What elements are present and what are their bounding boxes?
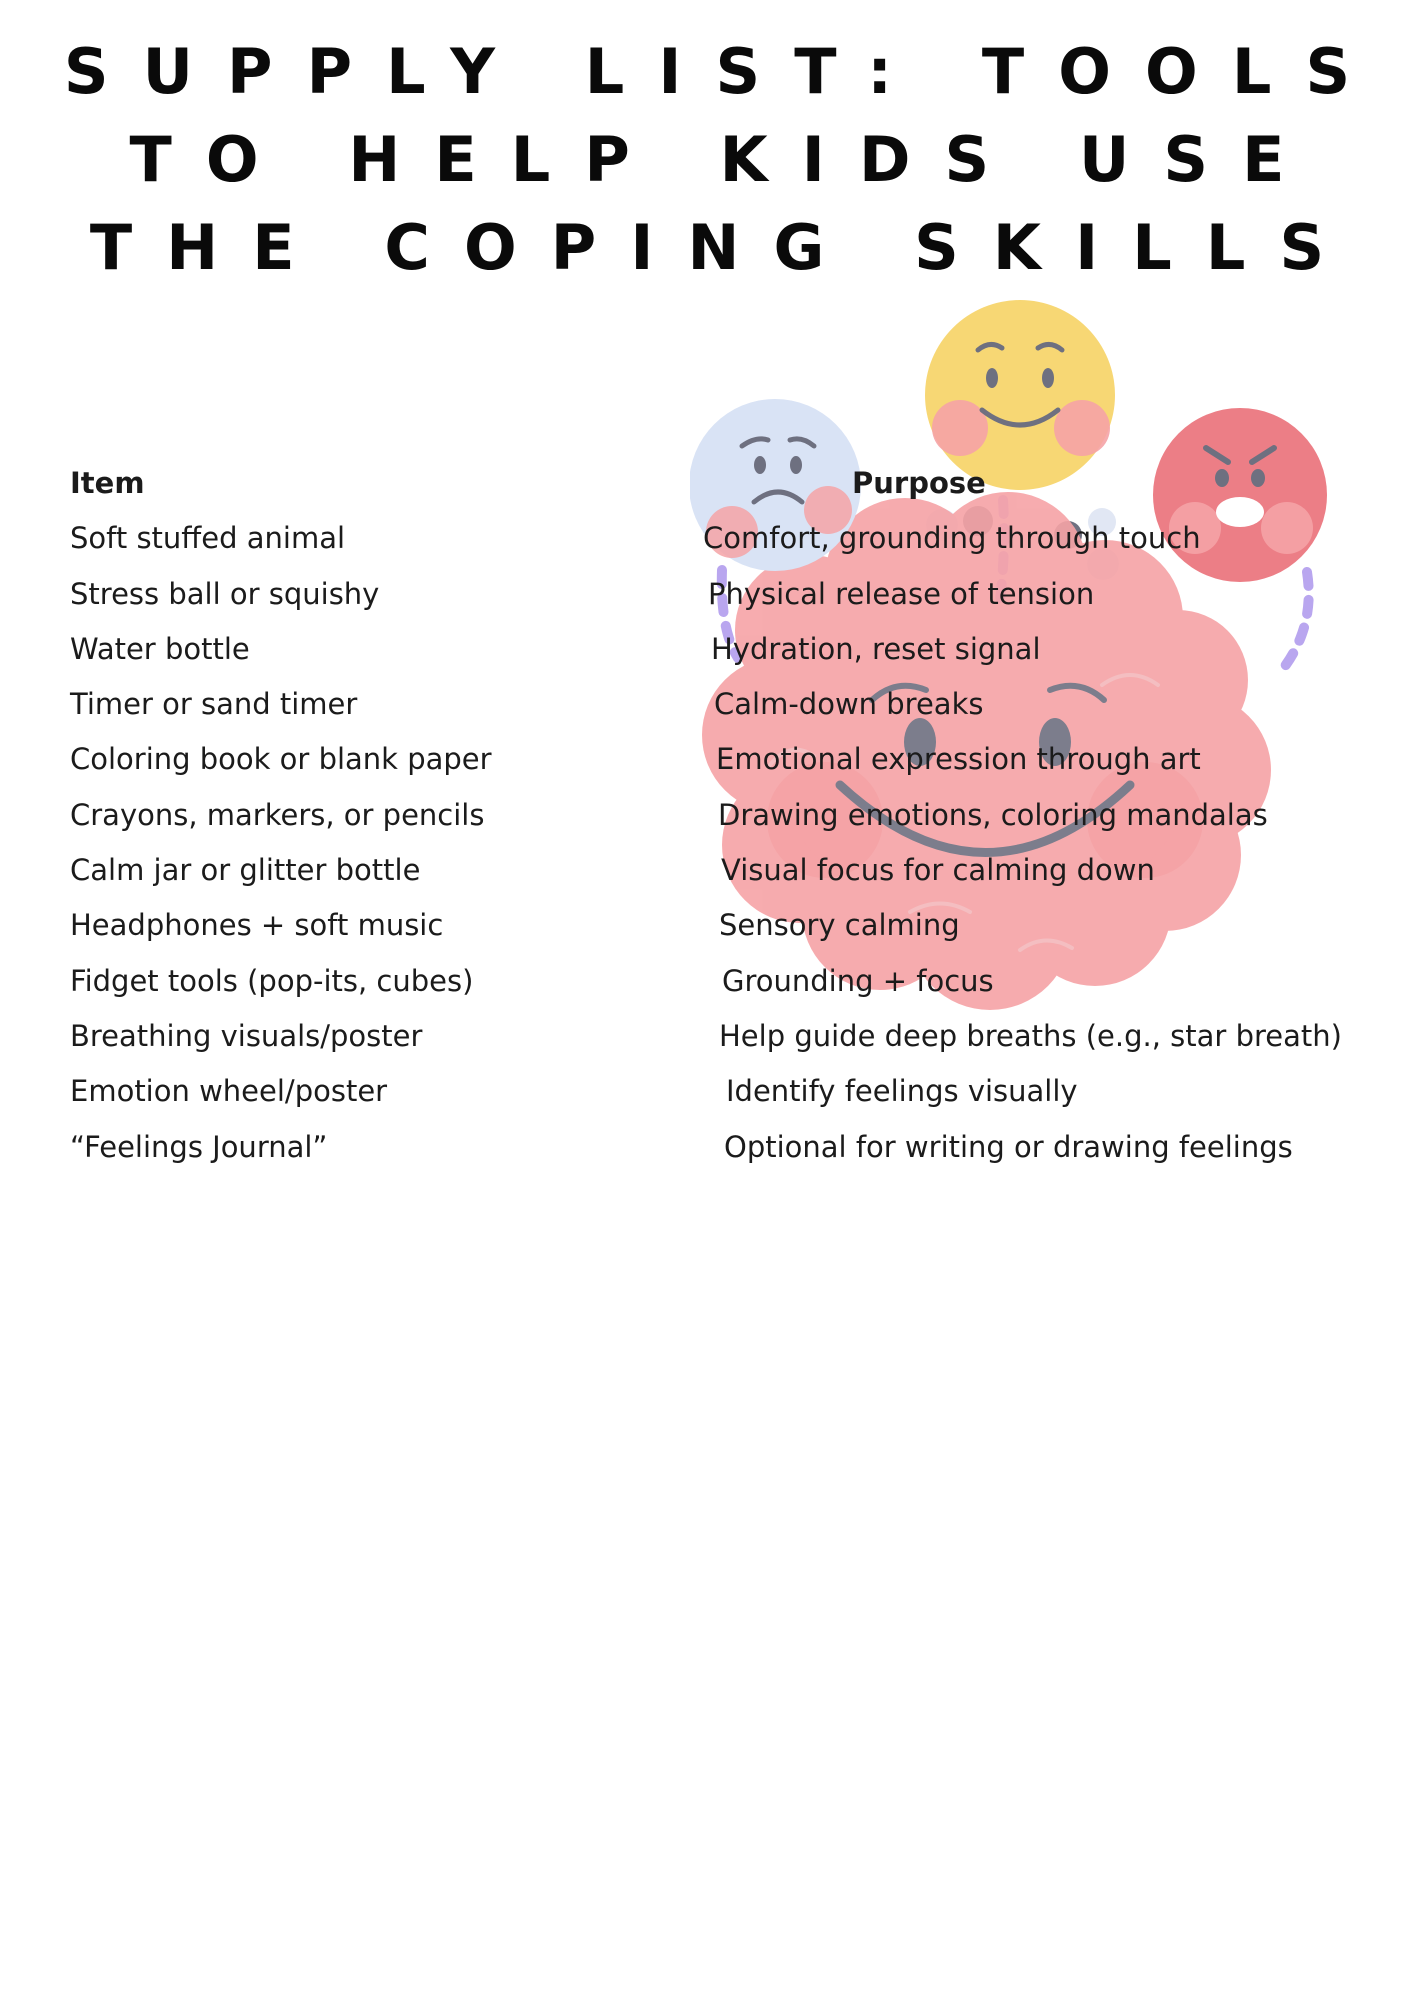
item-cell: Timer or sand timer xyxy=(70,687,358,722)
supply-table xyxy=(70,456,1390,1175)
item-cell: Soft stuffed animal xyxy=(70,521,346,556)
item-cell: Emotion wheel/poster xyxy=(70,1074,388,1109)
table-row xyxy=(70,732,1390,787)
table-row xyxy=(70,567,1390,622)
table-row xyxy=(70,1064,1390,1119)
item-cell: Crayons, markers, or pencils xyxy=(70,797,485,832)
item-cell: Headphones + soft music xyxy=(70,908,444,943)
item-cell: Coloring book or blank paper xyxy=(70,742,492,777)
purpose-cell: Calm-down breaks xyxy=(714,687,984,722)
table-row xyxy=(70,954,1390,1009)
item-column-header: Item xyxy=(70,466,145,500)
page-title xyxy=(0,28,1414,292)
item-cell: Fidget tools (pop-its, cubes) xyxy=(70,963,474,998)
table-row xyxy=(70,843,1390,898)
purpose-cell: Sensory calming xyxy=(719,908,960,943)
purpose-cell: Physical release of tension xyxy=(708,576,1095,611)
title-line-2: TO HELP KIDS USE xyxy=(129,123,1319,196)
purpose-cell: Visual focus for calming down xyxy=(721,853,1155,888)
purpose-cell: Drawing emotions, coloring mandalas xyxy=(718,797,1268,832)
purpose-column-header: Purpose xyxy=(852,466,986,500)
item-cell: Stress ball or squishy xyxy=(70,576,380,611)
item-cell: Calm jar or glitter bottle xyxy=(70,853,421,888)
table-row xyxy=(70,788,1390,843)
table-row xyxy=(70,1120,1390,1175)
table-row xyxy=(70,622,1390,677)
purpose-cell: Grounding + focus xyxy=(722,963,994,998)
item-cell: “Feelings Journal” xyxy=(70,1129,328,1164)
table-row xyxy=(70,1009,1390,1064)
title-line-1: SUPPLY LIST: TOOLS xyxy=(63,35,1385,108)
table-header-row xyxy=(70,456,1390,511)
table-row xyxy=(70,677,1390,732)
purpose-cell: Hydration, reset signal xyxy=(711,631,1041,666)
item-cell: Breathing visuals/poster xyxy=(70,1018,423,1053)
table-row xyxy=(70,511,1390,566)
title-line-3: THE COPING SKILLS xyxy=(89,211,1359,284)
purpose-cell: Emotional expression through art xyxy=(716,742,1201,777)
purpose-cell: Optional for writing or drawing feelings xyxy=(724,1129,1293,1164)
table-row xyxy=(70,898,1390,953)
item-cell: Water bottle xyxy=(70,631,250,666)
purpose-cell: Help guide deep breaths (e.g., star breath) xyxy=(719,1018,1342,1053)
purpose-cell: Comfort, grounding through touch xyxy=(703,521,1201,556)
purpose-cell: Identify feelings visually xyxy=(726,1074,1078,1109)
